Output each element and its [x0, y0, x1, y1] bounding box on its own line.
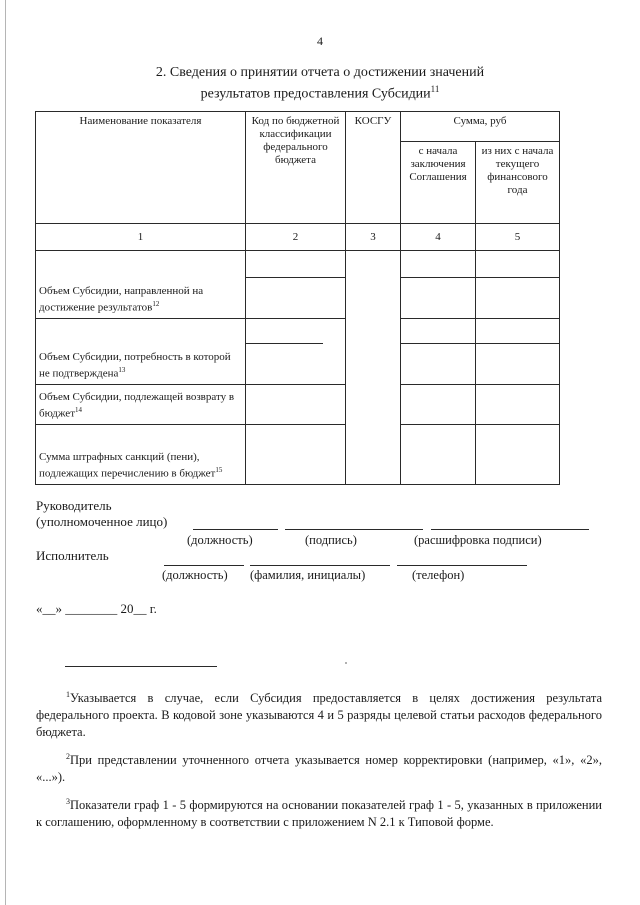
date-line[interactable]: «__» ________ 20__ г. [36, 601, 157, 616]
row-label-2-ref: 13 [118, 366, 126, 375]
caption-position-2: (должность) [162, 568, 228, 582]
signature-head-sublabel: (уполномоченное лицо) [36, 514, 168, 529]
caption-signature: (подпись) [305, 533, 357, 547]
row-label-2 [36, 319, 246, 385]
header-budget-code: Код по бюджетной классификации федерального бюджета [246, 112, 346, 224]
cell-2-since-year[interactable] [476, 319, 560, 385]
caption-name: (фамилия, инициалы) [250, 568, 366, 582]
cell-1-since-agreement[interactable] [401, 251, 476, 319]
executor-position-line[interactable] [164, 565, 244, 566]
footnote-1 [36, 686, 602, 741]
column-number-3: 3 [346, 224, 401, 251]
column-number-2: 2 [246, 224, 346, 251]
header-amount: Сумма, руб [401, 112, 560, 142]
cell-3-since-agreement[interactable] [401, 385, 476, 425]
header-kosgu: КОСГУ [346, 112, 401, 224]
executor-phone-line[interactable] [397, 565, 527, 566]
footnote-3 [36, 793, 602, 831]
row-label-4-ref: 15 [215, 466, 223, 475]
signature-line[interactable] [285, 529, 423, 530]
section-title-ref: 11 [430, 84, 440, 94]
cell-1-since-year[interactable] [476, 251, 560, 319]
row-label-3-ref: 14 [75, 406, 82, 415]
footnote-separator [65, 666, 217, 667]
row-label-1 [36, 251, 246, 319]
decoding-line[interactable] [431, 529, 589, 530]
position-line[interactable] [193, 529, 278, 530]
footnote-3-text: Показатели граф 1 - 5 формируются на основании показателей граф 1 - 5, указанных в приложении к соглашению, оформленному в соответствии с приложением N 2.1 к Типовой форме. [36, 798, 602, 830]
cell-3-since-year[interactable] [476, 385, 560, 425]
header-indicator-name: Наименование показателя [36, 112, 246, 224]
header-since-year: из них с начала текущего финансового года [476, 142, 560, 224]
scan-speck [345, 662, 347, 664]
footnote-2-num: 2 [66, 752, 70, 761]
section-title [60, 64, 580, 103]
row-label-4 [36, 425, 246, 485]
report-table [35, 111, 560, 485]
header-since-agreement: с начала заключения Соглашения [401, 142, 476, 224]
cell-4-budget-code[interactable] [246, 425, 346, 485]
row-label-2-text: Объем Субсидии, потребность в которой не подтверждена [39, 351, 231, 380]
page-number: 4 [317, 34, 323, 48]
row-label-3 [36, 385, 246, 425]
row-label-1-text: Объем Субсидии, направленной на достижение результатов [39, 285, 204, 314]
footnote-3-num: 3 [66, 797, 70, 806]
cell-2-budget-code[interactable] [246, 319, 346, 385]
section-title-line2: результатов предоставления Субсидии [200, 86, 431, 102]
column-number-4: 4 [401, 224, 476, 251]
footnote-1-num: 1 [66, 690, 70, 699]
footnote-2-text: При представлении уточненного отчета указывается номер корректировки (например, «1», «2», «...»). [36, 753, 602, 785]
caption-phone: (телефон) [412, 568, 465, 582]
caption-decoding: (расшифровка подписи) [414, 533, 542, 547]
row-label-1-ref: 12 [152, 300, 160, 309]
signature-head-label: Руководитель [36, 498, 112, 513]
cell-4-since-agreement[interactable] [401, 425, 476, 485]
section-title-line1: 2. Сведения о принятии отчета о достижении значений [155, 65, 485, 80]
cell-kosgu-column[interactable] [346, 251, 401, 485]
cell-2-since-agreement[interactable] [401, 319, 476, 385]
column-number-1: 1 [36, 224, 246, 251]
caption-position: (должность) [187, 533, 253, 547]
row-label-4-text: Сумма штрафных санкций (пени), подлежащих перечислению в бюджет [39, 451, 216, 480]
page-edge-line [5, 0, 6, 905]
column-number-5: 5 [476, 224, 560, 251]
executor-label: Исполнитель [36, 548, 109, 563]
row-label-3-text: Объем Субсидии, подлежащей возврату в бюджет [39, 391, 235, 420]
cell-3-budget-code[interactable] [246, 385, 346, 425]
cell-4-since-year[interactable] [476, 425, 560, 485]
executor-name-line[interactable] [250, 565, 390, 566]
footnote-1-text: Указывается в случае, если Субсидия предоставляется в целях достижения результата федерального проекта. В кодовой зоне указываются 4 и 5 разряды целевой статьи расходов федерального бюджета. [36, 691, 602, 740]
cell-1-budget-code[interactable] [246, 251, 346, 319]
footnote-2 [36, 748, 602, 786]
